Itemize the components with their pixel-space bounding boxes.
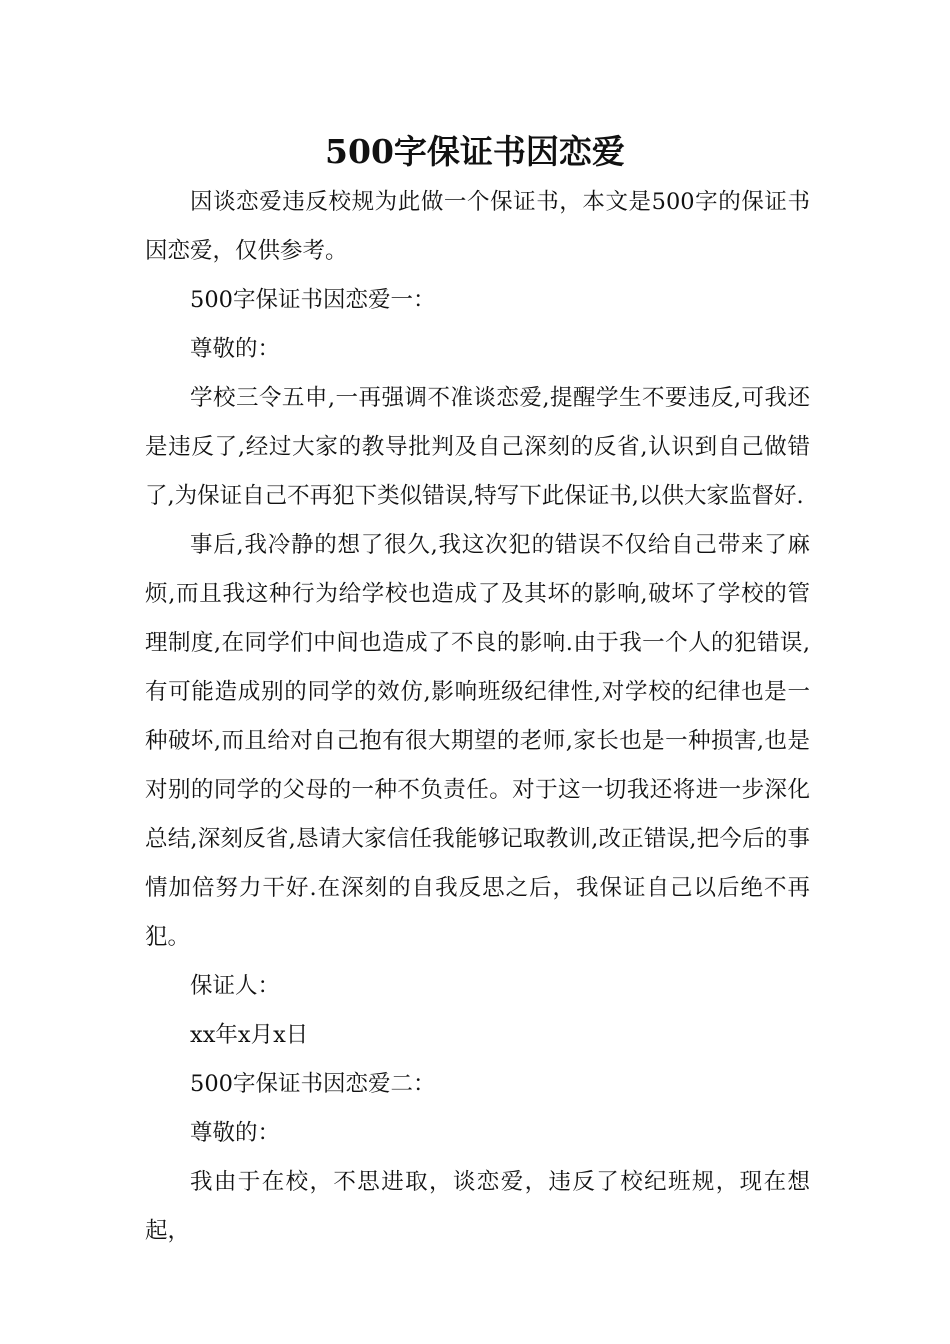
document-body — [145, 178, 810, 1256]
document-title: 500字保证书因恋爱 — [325, 132, 625, 171]
paragraph: 我由于在校，不思进取，谈恋爱，违反了校纪班规，现在想起， — [145, 1169, 810, 1244]
paragraph-intro: 因谈恋爱违反校规为此做一个保证书，本文是500字的保证书因恋爱，仅供参考。 — [145, 189, 810, 264]
signature-line: 保证人： — [190, 973, 281, 999]
paragraph: 学校三令五申,一再强调不准谈恋爱,提醒学生不要违反,可我还是违反了,经过大家的教导批判及自己深刻的反省,认识到自己做错了,为保证自己不再犯下类似错误,特写下此保证书,以供大家监督好. — [145, 385, 810, 509]
section-heading-two: 500字保证书因恋爱二： — [190, 1071, 436, 1097]
salutation: 尊敬的： — [190, 1120, 281, 1146]
date-line: xx年x月x日 — [190, 1022, 309, 1048]
paragraph: 事后,我冷静的想了很久,我这次犯的错误不仅给自己带来了麻烦,而且我这种行为给学校也造成了及其坏的影响,破坏了学校的管理制度,在同学们中间也造成了不良的影响.由于我一个人的犯错误,有可能造成别的同学的效仿,影响班级纪律性,对学校的纪律也是一种破坏,而且给对自己抱有很大期望的老师,家长也是一种损害,也是对别的同学的父母的一种不负责任。对于这一切我还将进一步深化总结,深刻反省,恳请大家信任我能够记取教训,改正错误,把今后的事情加倍努力干好.在深刻的自我反思之后，我保证自己以后绝不再犯。 — [145, 532, 810, 950]
salutation: 尊敬的： — [190, 336, 281, 362]
section-heading-one: 500字保证书因恋爱一： — [190, 287, 436, 313]
